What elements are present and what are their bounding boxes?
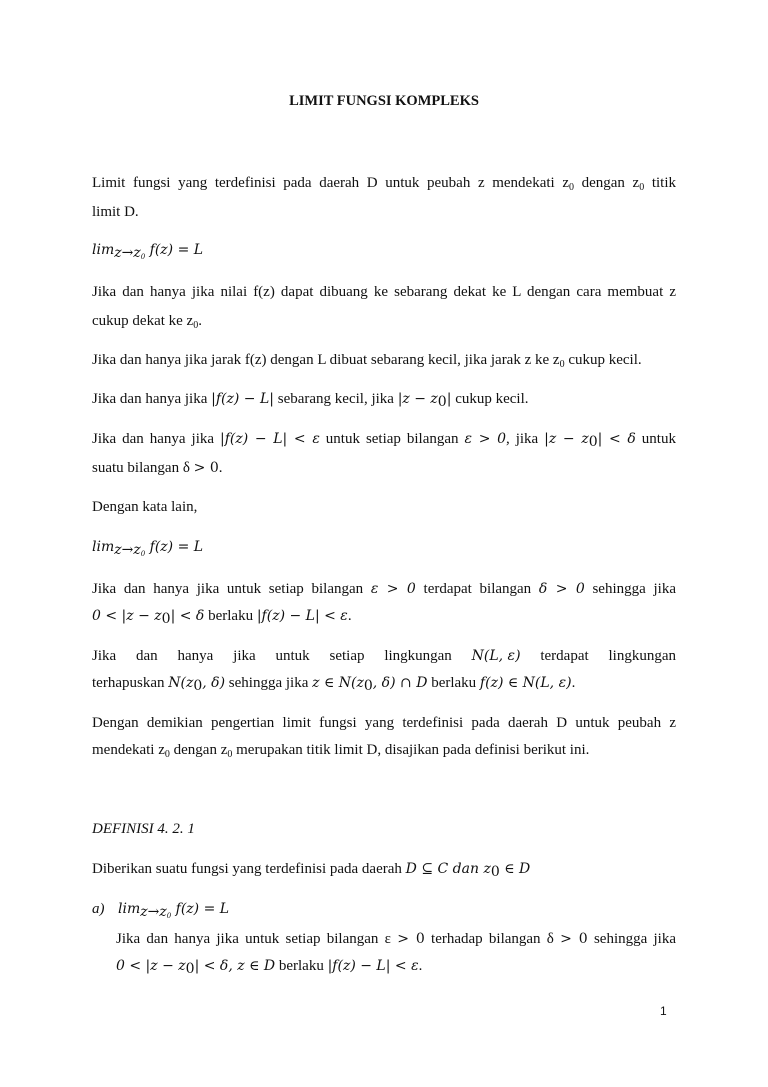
text: terhadap bilangan δ xyxy=(424,931,561,947)
paragraph-7-line-1 xyxy=(92,580,676,598)
definition-item-a-line-2 xyxy=(116,957,676,975)
text: Jika dan hanya jika jarak f(z) dengan L dibuat sebarang kecil, jika jarak z ke z xyxy=(92,352,560,368)
text: Jika dan hanya jika untuk setiap bilangan xyxy=(92,581,371,597)
subscript: 0 xyxy=(363,678,373,694)
text: berlaku xyxy=(275,958,328,974)
text: berlaku xyxy=(427,675,480,691)
text: dengan z xyxy=(169,742,228,758)
lim-symbol: lim xyxy=(92,242,115,258)
text: mendekati z xyxy=(92,742,165,758)
text: Jika dan hanya jika xyxy=(92,431,220,447)
paragraph-1-line-2: limit D. xyxy=(92,204,139,220)
paragraph-8-line-1 xyxy=(92,647,676,665)
math: N(z xyxy=(168,675,194,691)
text: . xyxy=(418,958,423,974)
math: | xyxy=(446,391,452,407)
lim-symbol: lim xyxy=(118,901,141,917)
math: ε > 0 xyxy=(464,431,506,447)
math: f(z) ∈ N(L, ε) xyxy=(479,675,572,691)
lim-subscript: z→z xyxy=(114,542,141,558)
subscript: 0 xyxy=(140,253,146,261)
definition-item-a-equation xyxy=(92,900,676,918)
text: , jika xyxy=(506,431,545,447)
math: D ⊆ C dan z xyxy=(405,861,491,877)
text: cukup dekat ke z xyxy=(92,313,194,329)
text: dan xyxy=(136,648,158,664)
text: . xyxy=(198,313,202,329)
text: Jika xyxy=(92,648,117,664)
page-number: 1 xyxy=(660,1004,667,1018)
math: | < δ xyxy=(170,608,205,624)
subscript: 0 xyxy=(193,320,199,331)
paragraph-9-line-1: Dengan demikian pengertian limit fungsi yang terdefinisi pada daerah D untuk peubah z xyxy=(92,715,676,731)
math: |f(z) − L| < ε xyxy=(220,431,320,447)
subscript: 0 xyxy=(568,182,574,193)
definition-intro xyxy=(92,860,676,878)
paragraph-6: Dengan kata lain, xyxy=(92,499,198,515)
subscript: 0 xyxy=(140,550,146,558)
text: cukup kecil. xyxy=(564,352,642,368)
text: berlaku xyxy=(204,608,257,624)
text: sehingga jika xyxy=(584,581,676,597)
text: untuk xyxy=(635,431,676,447)
math: |f(z) − L| xyxy=(211,391,274,407)
paragraph-3 xyxy=(92,351,676,369)
math: > 0 xyxy=(397,931,425,947)
math: | < δ, z ∈ D xyxy=(194,958,276,974)
text: Jika dan hanya jika xyxy=(92,391,212,407)
text: cukup kecil. xyxy=(451,391,529,407)
equation-body: f(z) = L xyxy=(149,539,204,555)
paragraph-5-line-2 xyxy=(92,459,676,477)
text: sebarang kecil, jika xyxy=(273,391,398,407)
math: N(L, ε) xyxy=(471,648,521,664)
paragraph-1-line-1 xyxy=(92,174,676,192)
subscript: 0 xyxy=(166,912,172,920)
text: untuk xyxy=(275,648,310,664)
paragraph-9-line-2 xyxy=(92,741,676,759)
paragraph-8-line-2 xyxy=(92,674,676,692)
math: 0 < |z − z xyxy=(92,608,162,624)
subscript: 0 xyxy=(559,359,565,370)
text: Diberikan suatu fungsi yang terdefinisi pada daerah xyxy=(92,861,406,877)
equation-body: f(z) = L xyxy=(175,901,230,917)
math: > 0 xyxy=(193,460,219,476)
text: terdapat xyxy=(540,648,589,664)
subscript: 0 xyxy=(588,434,598,450)
subscript: 0 xyxy=(164,749,170,760)
math: 0 < |z − z xyxy=(116,958,186,974)
text: untuk setiap bilangan xyxy=(319,431,465,447)
math: , δ) ∩ D xyxy=(372,675,428,691)
paragraph-7-line-2 xyxy=(92,607,676,625)
subscript: 0 xyxy=(490,864,500,880)
definition-item-a-line-1 xyxy=(116,930,676,948)
text: . xyxy=(347,608,352,624)
text: dengan z xyxy=(573,175,640,191)
text: jika xyxy=(233,648,256,664)
math: δ > 0 xyxy=(538,581,585,597)
subscript: 0 xyxy=(437,394,447,410)
lim-symbol: lim xyxy=(92,539,115,555)
text: lingkungan xyxy=(384,648,452,664)
text: terhapuskan xyxy=(92,675,169,691)
paragraph-4 xyxy=(92,390,676,408)
definition-heading: DEFINISI 4. 2. 1 xyxy=(92,821,195,837)
text: Limit fungsi yang terdefinisi pada daerah D untuk peubah z mendekati z xyxy=(92,175,569,191)
text: sehingga jika xyxy=(587,931,677,947)
subscript: 0 xyxy=(193,678,203,694)
text: merupakan titik limit D, disajikan pada definisi berikut ini. xyxy=(232,742,590,758)
text: terdapat bilangan xyxy=(415,581,539,597)
subscript: 0 xyxy=(639,182,645,193)
text: . xyxy=(571,675,576,691)
lim-subscript: z→z xyxy=(114,245,141,261)
math: ∈ D xyxy=(499,861,531,877)
text: setiap xyxy=(329,648,365,664)
limit-equation-2 xyxy=(92,538,676,556)
math: |z − z xyxy=(544,431,589,447)
text: Jika dan hanya jika untuk setiap bilangan ε xyxy=(116,931,398,947)
subscript: 0 xyxy=(161,611,171,627)
math: |f(z) − L| < ε xyxy=(256,608,348,624)
math: | < δ xyxy=(597,431,636,447)
text: suatu bilangan δ xyxy=(92,460,194,476)
text: lingkungan xyxy=(608,648,676,664)
math: |f(z) − L| < ε xyxy=(327,958,419,974)
text: hanya xyxy=(177,648,214,664)
text: . xyxy=(218,460,223,476)
text: titik xyxy=(644,175,676,191)
lim-subscript: z→z xyxy=(140,904,167,920)
paragraph-2-line-1: Jika dan hanya jika nilai f(z) dapat dibuang ke sebarang dekat ke L dengan cara membuat z xyxy=(92,284,676,300)
math: |z − z xyxy=(397,391,438,407)
math: z ∈ N(z xyxy=(312,675,364,691)
math: , δ) xyxy=(202,675,226,691)
math: > 0 xyxy=(560,931,588,947)
subscript: 0 xyxy=(185,961,195,977)
paragraph-2-line-2 xyxy=(92,312,676,330)
subscript: 0 xyxy=(227,749,233,760)
paragraph-5-line-1 xyxy=(92,430,676,448)
math: ε > 0 xyxy=(370,581,416,597)
list-marker: a) xyxy=(92,901,105,917)
text: sehingga jika xyxy=(225,675,313,691)
limit-equation-1 xyxy=(92,241,676,259)
page-title: LIMIT FUNGSI KOMPLEKS xyxy=(289,93,479,109)
equation-body: f(z) = L xyxy=(149,242,204,258)
